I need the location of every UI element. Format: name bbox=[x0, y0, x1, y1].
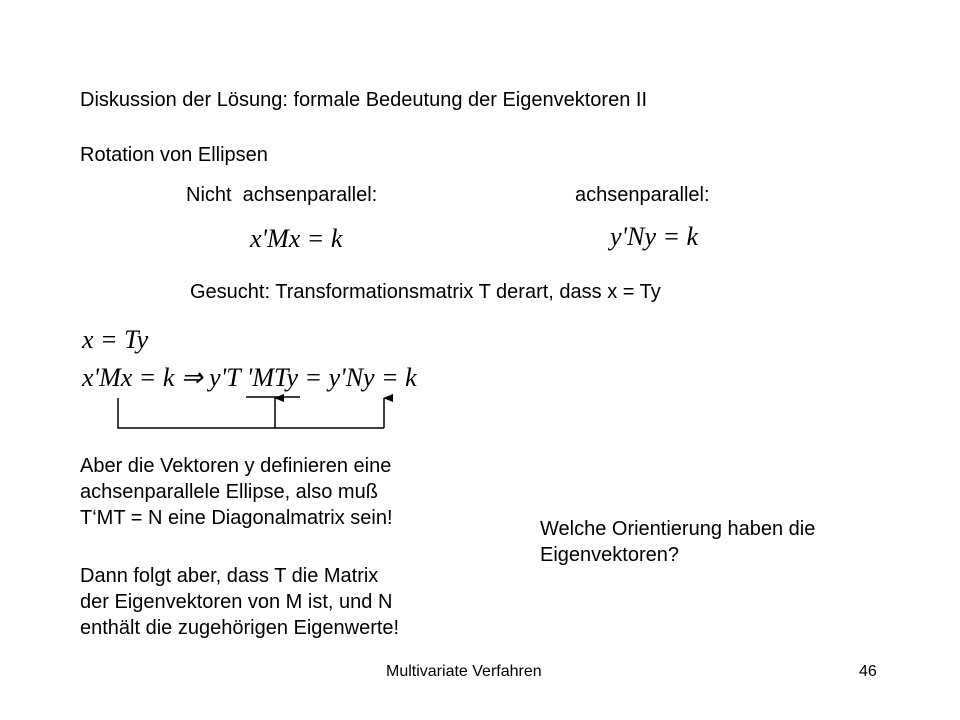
paragraph-line: Aber die Vektoren y definieren eine bbox=[80, 455, 392, 477]
paragraph-line: Dann folgt aber, dass T die Matrix bbox=[80, 565, 379, 587]
formula-chain: x'Mx = k ⇒ y'T 'MTy = y'Ny = k bbox=[82, 363, 417, 392]
slide-subtitle: Rotation von Ellipsen bbox=[80, 144, 268, 166]
slide-title: Diskussion der Lösung: formale Bedeutung der Eigenvektoren II bbox=[80, 89, 648, 111]
paragraph-diagonal-matrix bbox=[80, 453, 393, 531]
formula-transform: x = Ty bbox=[82, 325, 149, 354]
paragraph-line: der Eigenvektoren von M ist, und N bbox=[80, 591, 393, 613]
paragraph-line: enthält die zugehörigen Eigenwerte! bbox=[80, 617, 400, 639]
question-line: Eigenvektoren? bbox=[540, 544, 679, 566]
question-orientation bbox=[540, 516, 815, 568]
paragraph-eigenvectors bbox=[80, 563, 399, 641]
formula-axis-parallel: y'Ny = k bbox=[610, 222, 699, 251]
arrow-bracket bbox=[118, 398, 384, 428]
footer-page-number: 46 bbox=[859, 663, 877, 680]
searched-statement: Gesucht: Transformationsmatrix T derart, dass x = Ty bbox=[190, 281, 661, 303]
paragraph-line: achsenparallele Ellipse, also muß bbox=[80, 481, 378, 503]
label-non-axis-parallel: Nicht achsenparallel: bbox=[186, 184, 378, 206]
label-axis-parallel: achsenparallel: bbox=[575, 184, 710, 206]
formula-non-axis-parallel: x'Mx = k bbox=[250, 224, 343, 253]
footer-course-name: Multivariate Verfahren bbox=[386, 663, 542, 680]
paragraph-line: T‘MT = N eine Diagonalmatrix sein! bbox=[80, 507, 393, 529]
question-line: Welche Orientierung haben die bbox=[540, 518, 816, 540]
